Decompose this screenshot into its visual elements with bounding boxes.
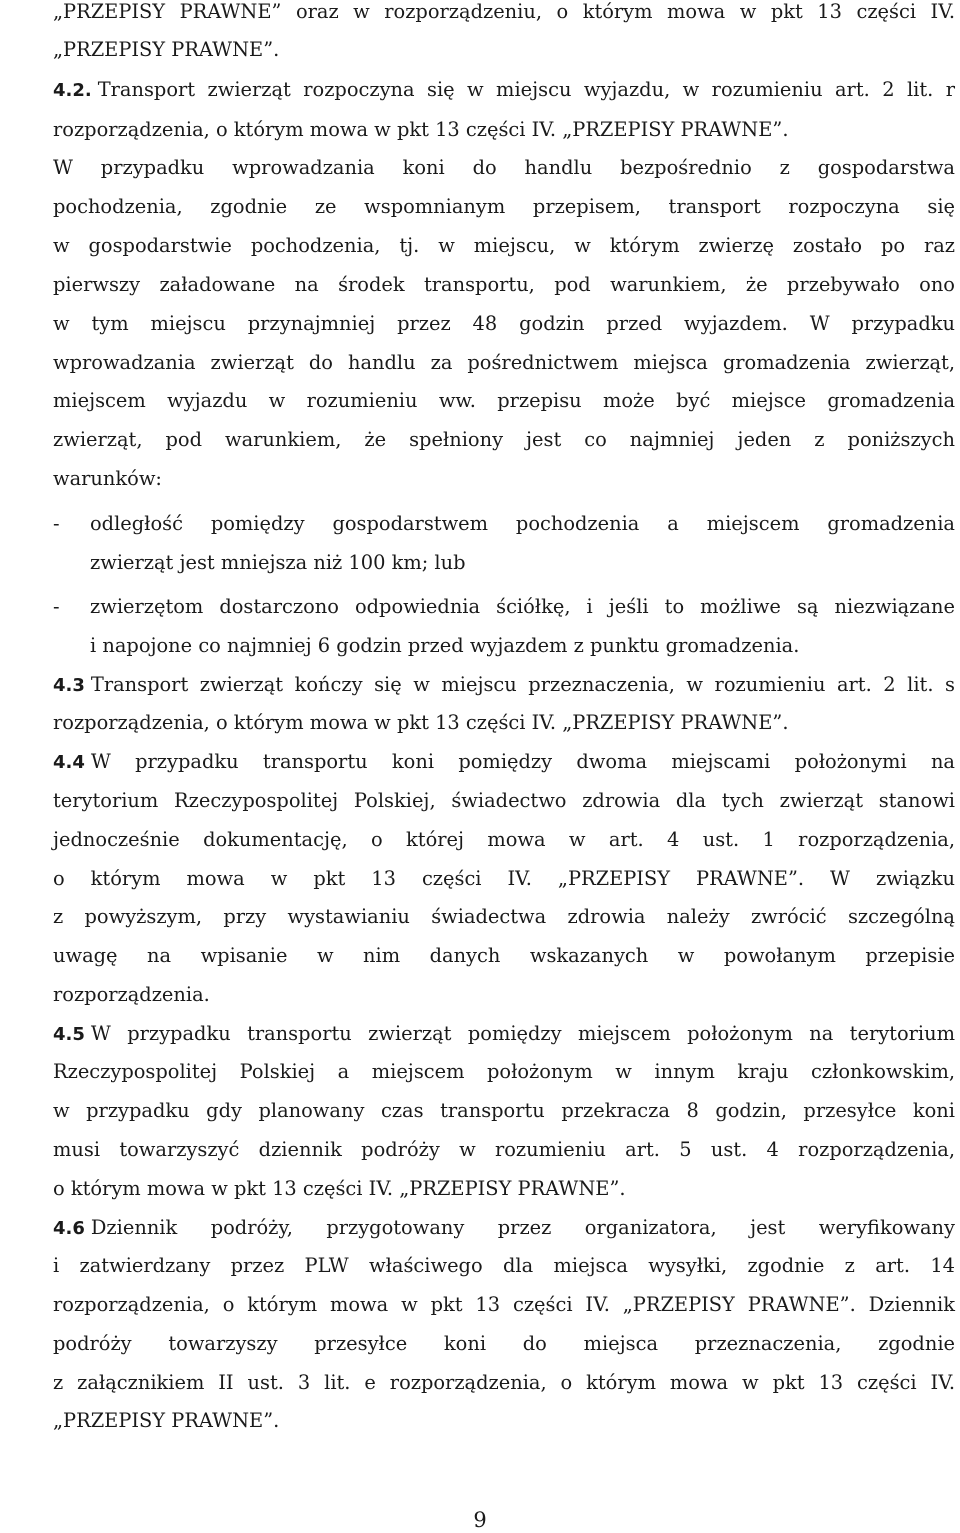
paragraph-line: wprowadzania zwierząt do handlu za pośrednictwem miejsca gromadzenia zwierząt, (53, 351, 955, 374)
list-dash: - (53, 512, 60, 535)
section-number: 4.5 (53, 1024, 85, 1045)
paragraph-line: z załącznikiem II ust. 3 lit. e rozporządzenia, o którym mowa w pkt 13 części IV. (53, 1371, 955, 1394)
paragraph-line: pierwszy załadowane na środek transportu, pod warunkiem, że przebywało ono (53, 273, 955, 296)
paragraph-line: o którym mowa w pkt 13 części IV. „PRZEPISY PRAWNE”. (53, 1177, 626, 1200)
section-text: Transport zwierząt rozpoczyna się w miejscu wyjazdu, w rozumieniu art. 2 lit. r (97, 78, 955, 101)
list-item-line: zwierząt jest mniejsza niż 100 km; lub (90, 551, 466, 574)
paragraph-line: w tym miejscu przynajmniej przez 48 godzin przed wyjazdem. W przypadku (53, 312, 955, 335)
paragraph-line: pochodzenia, zgodnie ze wspomnianym przepisem, transport rozpoczyna się (53, 195, 955, 218)
paragraph-line: rozporządzenia, o którym mowa w pkt 13 części IV. „PRZEPISY PRAWNE”. Dziennik (53, 1293, 955, 1316)
list-item-line: odległość pomiędzy gospodarstwem pochodzenia a miejscem gromadzenia (90, 512, 955, 535)
paragraph-line: W przypadku wprowadzania koni do handlu bezpośrednio z gospodarstwa (53, 156, 955, 179)
paragraph-line: zwierząt, pod warunkiem, że spełniony jest co najmniej jeden z poniższych (53, 428, 955, 451)
paragraph-line: o którym mowa w pkt 13 części IV. „PRZEPISY PRAWNE”. W związku (53, 867, 955, 890)
paragraph-line: i zatwierdzany przez PLW właściwego dla miejsca wysyłki, zgodnie z art. 14 (53, 1254, 955, 1277)
paragraph-line: „PRZEPISY PRAWNE”. (53, 38, 280, 61)
paragraph-line: Rzeczypospolitej Polskiej a miejscem położonym w innym kraju członkowskim, (53, 1060, 955, 1083)
section-number: 4.6 (53, 1218, 85, 1239)
section-4-3-first-line (53, 672, 955, 699)
paragraph-line: w gospodarstwie pochodzenia, tj. w miejscu, w którym zwierzę zostało po raz (53, 234, 955, 257)
section-4-6-first-line (53, 1215, 955, 1242)
section-4-5-first-line (53, 1021, 955, 1048)
section-text: Dziennik podróży, przygotowany przez organizatora, jest weryfikowany (90, 1216, 955, 1239)
list-dash: - (53, 595, 60, 618)
paragraph-line: podróży towarzyszy przesyłce koni do miejsca przeznaczenia, zgodnie (53, 1332, 955, 1355)
paragraph-line: jednocześnie dokumentację, o której mowa w art. 4 ust. 1 rozporządzenia, (53, 828, 955, 851)
paragraph-line: w przypadku gdy planowany czas transportu przekracza 8 godzin, przesyłce koni (53, 1099, 955, 1122)
list-item-line: i napojone co najmniej 6 godzin przed wyjazdem z punktu gromadzenia. (90, 634, 800, 657)
page-number: 9 (473, 1508, 487, 1532)
paragraph-line: z powyższym, przy wystawianiu świadectwa zdrowia należy zwrócić szczególną (53, 905, 955, 928)
section-number: 4.4 (53, 752, 85, 773)
paragraph-line: rozporządzenia, o którym mowa w pkt 13 części IV. „PRZEPISY PRAWNE”. (53, 711, 789, 734)
paragraph-line: warunków: (53, 467, 162, 490)
paragraph-line: rozporządzenia. (53, 983, 210, 1006)
paragraph-line: musi towarzyszyć dziennik podróży w rozumieniu art. 5 ust. 4 rozporządzenia, (53, 1138, 955, 1161)
section-number: 4.2. (53, 80, 92, 101)
paragraph-line: miejscem wyjazdu w rozumieniu ww. przepisu może być miejsce gromadzenia (53, 389, 955, 412)
section-4-2-first-line (53, 77, 955, 104)
paragraph-line: uwagę na wpisanie w nim danych wskazanych w powołanym przepisie (53, 944, 955, 967)
section-4-4-first-line (53, 749, 955, 776)
paragraph-line: „PRZEPISY PRAWNE” oraz w rozporządzeniu, o którym mowa w pkt 13 części IV. (53, 0, 955, 23)
list-item-line: zwierzętom dostarczono odpowiednia ściółkę, i jeśli to możliwe są niezwiązane (90, 595, 955, 618)
section-text: W przypadku transportu koni pomiędzy dwoma miejscami położonymi na (90, 750, 955, 773)
section-text: Transport zwierząt kończy się w miejscu przeznaczenia, w rozumieniu art. 2 lit. s (90, 673, 955, 696)
paragraph-line: rozporządzenia, o którym mowa w pkt 13 części IV. „PRZEPISY PRAWNE”. (53, 118, 789, 141)
section-text: W przypadku transportu zwierząt pomiędzy miejscem położonym na terytorium (90, 1022, 955, 1045)
paragraph-line: „PRZEPISY PRAWNE”. (53, 1409, 280, 1432)
section-number: 4.3 (53, 675, 85, 696)
paragraph-line: terytorium Rzeczypospolitej Polskiej, świadectwo zdrowia dla tych zwierząt stanowi (53, 789, 955, 812)
